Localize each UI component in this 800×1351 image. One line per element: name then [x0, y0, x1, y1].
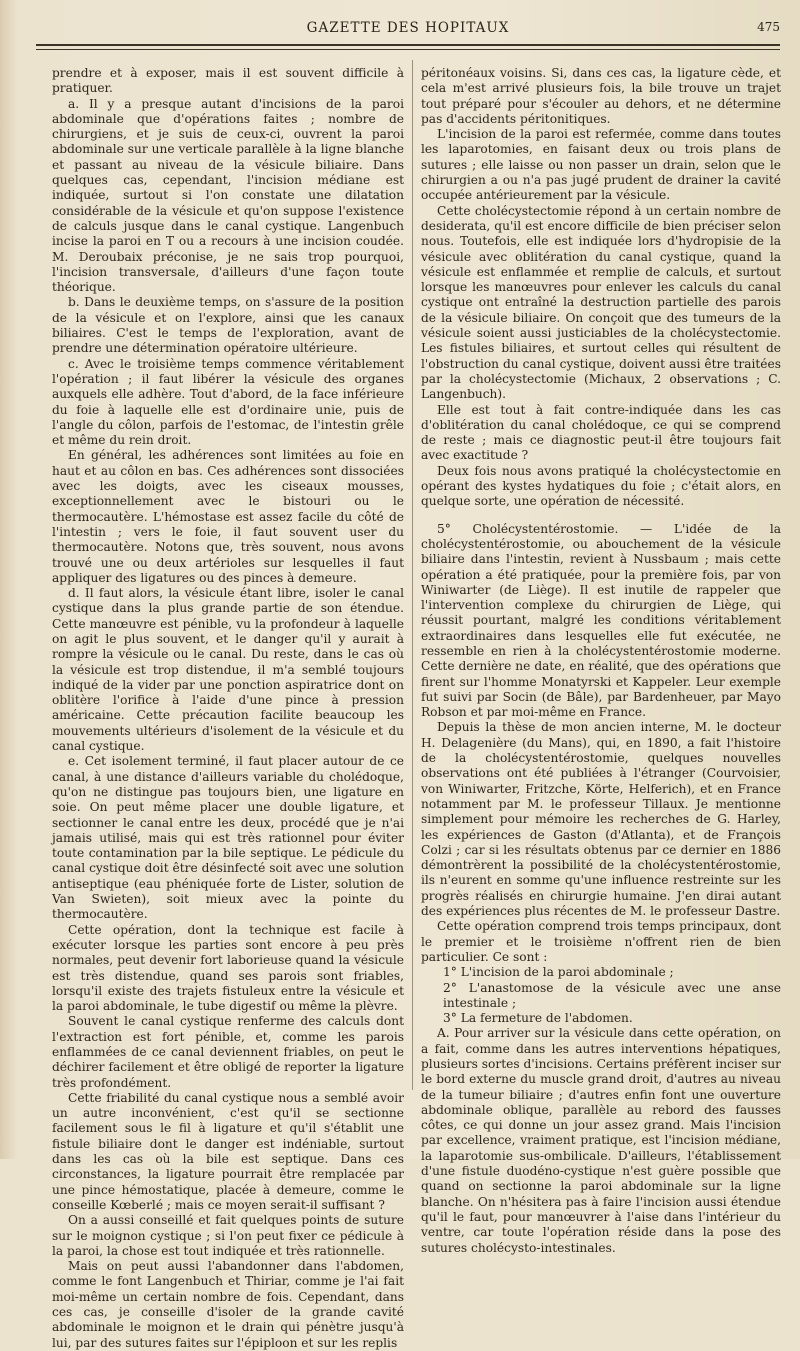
paragraph: a. Il y a presque autant d'incisions de la paroi abdominale que d'opérations faites ; nombre de chirurgiens, et je suis de ceux-ci, ouvrent la paroi abdominale sur une verticale parallèle à la ligne blanche et passant au niveau de la vésicule biliaire. Dans quelques cas, cependant, l'incision médiane est indiquée, surtout si l'on constate une dilatation considérable de la vésicule et qu'on suppose l'existence de calculs jusque dans le canal cystique. Langenbuch incise la paroi en T ou a recours à une incision coudée. M. Deroubaix préconise, je ne sais trop pourquoi, l'incision transversale, d'ailleurs d'une façon toute théorique.	[52, 96, 404, 295]
section-paragraph: 5° Cholécystentérostomie. — L'idée de la cholécystentérostomie, ou abouchement de la vésicule biliaire dans l'intestin, revient à Nussbaum ; mais cette opération a été pratiquée, pour la première fois, par von Winiwarter (de Liège). Il est inutile de rappeler que l'intervention complexe du chirurgien de Liège, qui réussit pourtant, malgré les conditions véritablement extraordinaires dans lesquelles elle fut exécutée, ne ressemble en rien à la cholécystentérostomie moderne. Cette dernière ne date, en réalité, que des opérations que firent sur l'homme Monatyrski et Kappeler. Leur exemple fut suivi par Socin (de Bâle), par Bardenheuer, par Mayo Robson et par moi-même en France.	[421, 521, 781, 720]
paragraph: Souvent le canal cystique renferme des calculs dont l'extraction est fort pénible, et, comme les parois enflammées de ce canal deviennent friables, on peut le déchirer facilement et être obligé de reporter la ligature très profondément.	[52, 1014, 404, 1090]
list-item: 1° L'incision de la paroi abdominale ;	[443, 965, 674, 980]
paragraph: péritonéaux voisins. Si, dans ces cas, la ligature cède, et cela m'est arrivé plusieurs fois, la bile trouve un trajet tout préparé pour s'écouler au dehors, et ne détermine pas d'accidents péritonitiques.	[421, 66, 781, 126]
right-column	[421, 66, 781, 1256]
paragraph: A. Pour arriver sur la vésicule dans cette opération, on a fait, comme dans les autres interventions hépatiques, plusieurs sortes d'incisions. Certains préfèrent inciser sur le bord externe du muscle grand droit, d'autres au niveau de la tumeur biliaire ; d'autres enfin font une ouverture abdominale oblique, parallèle au rebord des fausses côtes, ce qui donne un jour assez grand. Mais l'incision par excellence, vraiment pratique, est l'incision médiane, la laparotomie sus-ombilicale. D'ailleurs, l'établissement d'une fistule duodéno-cystique n'est guère possible que quand on sectionne la paroi abdominale sur la ligne blanche. On n'hésitera pas à faire l'incision aussi étendue qu'il le faut, pour manœuvrer à l'aise dans l'intérieur du ventre, car toute l'opération réside dans la pose des sutures cholécysto-intestinales.	[421, 1026, 781, 1255]
header-rule-thin	[36, 49, 780, 50]
paragraph: prendre et à exposer, mais il est souvent difficile à pratiquer.	[52, 66, 404, 96]
paragraph: Cette cholécystectomie répond à un certain nombre de desiderata, qu'il est encore difficile de bien préciser selon nous. Toutefois, elle est indiquée lors d'hydropisie de la vésicule avec oblitération du canal cystique, quand la vésicule est enflammée et remplie de calculs, et surtout lorsque les manœuvres pour enlever les calculs du canal cystique ont entraîné la destruction partielle des parois de la vésicule biliaire. On conçoit que des tumeurs de la vésicule soient aussi justiciables de la cholécystectomie. Les fistules biliaires, et surtout celles qui résultent de l'obstruction du canal cystique, doivent aussi être traitées par la cholécystectomie (Michaux, 2 observations ; C. Langenbuch).	[421, 203, 781, 402]
header-rule-thick	[36, 44, 780, 46]
paragraph: e. Cet isolement terminé, il faut placer autour de ce canal, à une distance d'ailleurs variable du cholédoque, qu'on ne distingue pas toujours bien, une ligature en soie. On peut même placer une double ligature, et sectionner le canal entre les deux, procédé que je n'ai jamais utilisé, mais qui est très rationnel pour éviter toute contamination par la bile septique. Le pédicule du canal cystique doit être désinfecté soit avec une solution antiseptique (eau phéniquée forte de Lister, solution de Van Swieten), soit mieux avec la pointe du thermocautère.	[52, 754, 404, 922]
list-item: 2° L'anastomose de la vésicule avec une anse intestinale ;	[443, 980, 781, 1010]
column-divider	[412, 60, 413, 1090]
list-item: 3° La fermeture de l'abdomen.	[443, 1011, 633, 1026]
page-number: 475	[757, 20, 780, 34]
left-column	[52, 66, 404, 1351]
paragraph: Cette friabilité du canal cystique nous a semblé avoir un autre inconvénient, c'est qu'il se sectionne facilement sous le fil à ligature et qu'il s'établit une fistule biliaire dont le danger est indéniable, surtout dans les cas où la bile est septique. Dans ces circonstances, la ligature pourrait être remplacée par une pince hémostatique, placée à demeure, comme le conseille Kœberlé ; mais ce moyen serait-il suffisant ?	[52, 1090, 404, 1212]
paragraph: Cette opération comprend trois temps principaux, dont le premier et le troisième n'offrent rien de bien particulier. Ce sont :	[421, 919, 781, 964]
page-header	[36, 18, 780, 40]
paragraph: On a aussi conseillé et fait quelques points de suture sur le moignon cystique ; si l'on peut fixer ce pédicule à la paroi, la chose est tout indiquée et très rationnelle.	[52, 1213, 404, 1258]
paragraph: Depuis la thèse de mon ancien interne, M. le docteur H. Delagenière (du Mans), qui, en 1890, a fait l'histoire de la cholécystentérostomie, quelques nouvelles observations ont été publiées à l'étranger (Courvoisier, von Winiwarter, Fritzche, Körte, Helferich), et en France notamment par M. le professeur Tillaux. Je mentionne simplement pour mémoire les recherches de G. Harley, les expériences de Gaston (d'Atlanta), et de François Colzi ; car si les résultats obtenus par ce dernier en 1886 démontrèrent la possibilité de la cholécystentérostomie, ils n'eurent en somme qu'une influence restreinte sur les progrès réalisés en chirurgie humaine. J'en dirai autant des expériences plus récentes de M. le professeur Dastre.	[421, 720, 781, 919]
paragraph: En général, les adhérences sont limitées au foie en haut et au côlon en bas. Ces adhérences sont dissociées avec les doigts, avec les ciseaux mousses, exceptionnellement avec le bistouri ou le thermocautère. L'hémostase est assez facile du côté de l'intestin ; vers le foie, il faut souvent user du thermocautère. Notons que, très souvent, nous avons trouvé une ou deux artérioles sur lesquelles il faut appliquer des ligatures ou des pinces à demeure.	[52, 448, 404, 585]
paragraph: Mais on peut aussi l'abandonner dans l'abdomen, comme le font Langenbuch et Thiriar, comme je l'ai fait moi-même un certain nombre de fois. Cependant, dans ces cas, je conseille d'isoler de la grande cavité abdominale le moignon et le drain qui pénètre jusqu'à lui, par des sutures faites sur l'épiploon et sur les replis	[52, 1259, 404, 1350]
paragraph: Deux fois nous avons pratiqué la cholécystectomie en opérant des kystes hydatiques du foie ; c'était alors, en quelque sorte, une opération de nécessité.	[421, 463, 781, 509]
paragraph: Cette opération, dont la technique est facile à exécuter lorsque les parties sont encore à peu près normales, peut devenir fort laborieuse quand la vésicule est très distendue, quand ses parois sont friables, lorsqu'il existe des trajets fistuleux entre la vésicule et la paroi abdominale, le tube digestif ou même la plèvre.	[52, 922, 404, 1014]
paragraph: c. Avec le troisième temps commence véritablement l'opération ; il faut libérer la vésicule des organes auxquels elle adhère. Tout d'abord, de la face inférieure du foie à laquelle elle est d'ordinaire unie, puis de l'angle du côlon, parfois de l'estomac, de l'intestin grêle et même du rein droit.	[52, 356, 404, 448]
journal-title: GAZETTE DES HOPITAUX	[306, 20, 510, 36]
paragraph: L'incision de la paroi est refermée, comme dans toutes les laparotomies, en faisant deux ou trois plans de sutures ; elle laisse ou non passer un drain, selon que le chirurgien a ou n'a pas jugé prudent de drainer la cavité occupée antérieurement par la vésicule.	[421, 127, 781, 203]
paragraph: b. Dans le deuxième temps, on s'assure de la position de la vésicule et on l'explore, ainsi que les canaux biliaires. C'est le temps de l'exploration, avant de prendre une détermination opératoire ultérieure.	[52, 295, 404, 356]
paragraph: Elle est tout à fait contre-indiquée dans les cas d'oblitération du canal cholédoque, ce qui se comprend de reste ; mais ce diagnostic peut-il être toujours fait avec exactitude ?	[421, 402, 781, 463]
paragraph: d. Il faut alors, la vésicule étant libre, isoler le canal cystique dans la plus grande partie de son étendue. Cette manœuvre est pénible, vu la profondeur à laquelle on agit le plus souvent, et le danger qu'il y aurait à rompre la vésicule ou le canal. Du reste, dans le cas où la vésicule est trop distendue, il m'a semblé toujours indiqué de la vider par une ponction aspiratrice dont on oblitère l'orifice à l'aide d'une pince à pression américaine. Cette précaution facilite beaucoup les mouvements ultérieurs d'isolement de la vésicule et du canal cystique.	[52, 586, 404, 754]
